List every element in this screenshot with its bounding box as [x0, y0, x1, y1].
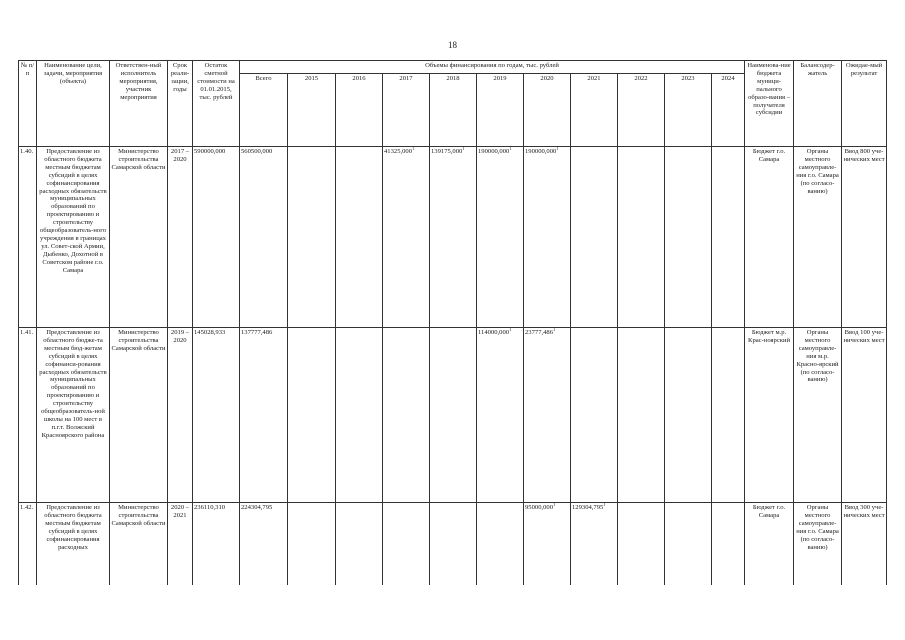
footnote-mark: 1 — [509, 146, 512, 151]
table-row — [19, 328, 887, 503]
table-row — [19, 147, 887, 328]
row-total: 560500,000 — [240, 147, 288, 328]
row-year-value — [336, 147, 383, 328]
year-amount: 190000,000 — [525, 148, 557, 155]
header-year: 2023 — [665, 74, 712, 147]
header-year: 2019 — [477, 74, 524, 147]
row-result: Ввод 300 уче-нических мест — [842, 503, 887, 586]
footnote-mark: 1 — [553, 327, 556, 332]
row-remainder: 590000,000 — [193, 147, 240, 328]
row-total: 224304,795 — [240, 503, 288, 586]
row-recipient: Бюджет м.р. Крас-ноярский — [745, 328, 794, 503]
row-name: Предоставление из областного бюдже-та местным бюд-жетам субсидий в целях софинанси-рования расходных обязательств муниципальных образований по проектированию и строительству общеобразователь-ной школы на 100 мест в п.г.т. Волжский Красноярского района — [37, 328, 110, 503]
header-year: 2017 — [383, 74, 430, 147]
table-row — [19, 503, 887, 586]
page-number: 18 — [448, 40, 457, 50]
row-total: 137777,486 — [240, 328, 288, 503]
row-name: Предоставление из областного бюджета местным бюджетам субсидий в целях софинансирования расходных обязательств муниципальных образований по проектированию и строительству общеобразователь-ного учреждения в границах ул. Совет-ской Армии, Дыбенко, Дохотной в Советском районе г.о. Самара — [37, 147, 110, 328]
row-executor: Министерство строительства Самарской области — [110, 147, 168, 328]
row-year-value — [430, 147, 477, 328]
header-year: 2016 — [336, 74, 383, 147]
year-amount: 129304,795 — [572, 504, 604, 511]
header-holder: Балансодер-жатель — [794, 61, 842, 147]
row-year-value — [288, 503, 336, 586]
header-num: № п/п — [19, 61, 37, 147]
footnote-mark: 1 — [603, 502, 606, 507]
header-executor: Ответствен-ный исполнитель мероприятия, участник мероприятия — [110, 61, 168, 147]
row-year-value — [383, 328, 430, 503]
row-year-value — [712, 147, 745, 328]
row-year-value — [336, 328, 383, 503]
row-recipient: Бюджет г.о. Самара — [745, 147, 794, 328]
header-funding-group: Объемы финансирования по годам, тыс. рублей — [240, 61, 745, 74]
footnote-mark: 1 — [412, 146, 415, 151]
header-year: 2015 — [288, 74, 336, 147]
footnote-mark: 1 — [556, 146, 559, 151]
row-recipient: Бюджет г.о. Самара — [745, 503, 794, 586]
header-recipient: Наименова-ние бюджета муници-пального образо-вания – получателя субсидии — [745, 61, 794, 147]
header-year: 2018 — [430, 74, 477, 147]
row-year-value — [477, 503, 524, 586]
row-year-value — [524, 147, 571, 328]
row-year-value — [383, 503, 430, 586]
row-holder: Органы местного самоуправле-ния г.о. Самара (по согласо-ванию) — [794, 147, 842, 328]
header-year: 2024 — [712, 74, 745, 147]
row-year-value — [571, 503, 618, 586]
row-year-value — [712, 328, 745, 503]
row-name: Предоставление из областного бюджета местным бюджетам субсидий в целях софинансирования расходных — [37, 503, 110, 586]
row-holder: Органы местного самоуправле-ния г.о. Самара (по согласо-ванию) — [794, 503, 842, 586]
row-executor: Министерство строительства Самарской области — [110, 328, 168, 503]
row-term: 2019 – 2020 — [168, 328, 193, 503]
row-year-value — [571, 328, 618, 503]
header-term: Срок реали-зации, годы — [168, 61, 193, 147]
header-year: 2021 — [571, 74, 618, 147]
row-remainder: 145028,933 — [193, 328, 240, 503]
header-total: Всего — [240, 74, 288, 147]
row-result: Ввод 100 уче-нических мест — [842, 328, 887, 503]
row-term: 2020 – 2021 — [168, 503, 193, 586]
header-result: Ожидае-мый результат — [842, 61, 887, 147]
header-name: Наименование цели, задачи, мероприятия (объекта) — [37, 61, 110, 147]
year-amount: 41325,000 — [384, 148, 413, 155]
row-year-value — [571, 147, 618, 328]
row-num: 1.42. — [19, 503, 37, 586]
row-term: 2017 – 2020 — [168, 147, 193, 328]
row-year-value — [524, 328, 571, 503]
year-amount: 95000,000 — [525, 504, 554, 511]
row-year-value — [618, 147, 665, 328]
row-year-value — [665, 503, 712, 586]
row-year-value — [477, 147, 524, 328]
row-holder: Органы местного самоуправле-ния м.р. Красно-ярский (по согласо-ванию) — [794, 328, 842, 503]
row-num: 1.41. — [19, 328, 37, 503]
year-amount: 114000,000 — [478, 329, 510, 336]
row-year-value — [383, 147, 430, 328]
funding-table — [18, 60, 887, 585]
row-year-value — [618, 503, 665, 586]
row-year-value — [524, 503, 571, 586]
year-amount: 190000,000 — [478, 148, 510, 155]
row-year-value — [288, 328, 336, 503]
row-remainder: 236110,310 — [193, 503, 240, 586]
footnote-mark: 1 — [553, 502, 556, 507]
row-executor: Министерство строительства Самарской области — [110, 503, 168, 586]
row-year-value — [430, 503, 477, 586]
row-num: 1.40. — [19, 147, 37, 328]
row-result: Ввод 800 уче-нических мест — [842, 147, 887, 328]
footnote-mark: 1 — [462, 146, 465, 151]
row-year-value — [477, 328, 524, 503]
header-remainder: Остаток сметной стоимости на 01.01.2015, тыс. рублей — [193, 61, 240, 147]
row-year-value — [618, 328, 665, 503]
row-year-value — [430, 328, 477, 503]
year-amount: 23777,486 — [525, 329, 554, 336]
header-year: 2022 — [618, 74, 665, 147]
footnote-mark: 1 — [509, 327, 512, 332]
row-year-value — [712, 503, 745, 586]
row-year-value — [336, 503, 383, 586]
year-amount: 139175,000 — [431, 148, 463, 155]
row-year-value — [665, 147, 712, 328]
row-year-value — [288, 147, 336, 328]
header-year: 2020 — [524, 74, 571, 147]
row-year-value — [665, 328, 712, 503]
